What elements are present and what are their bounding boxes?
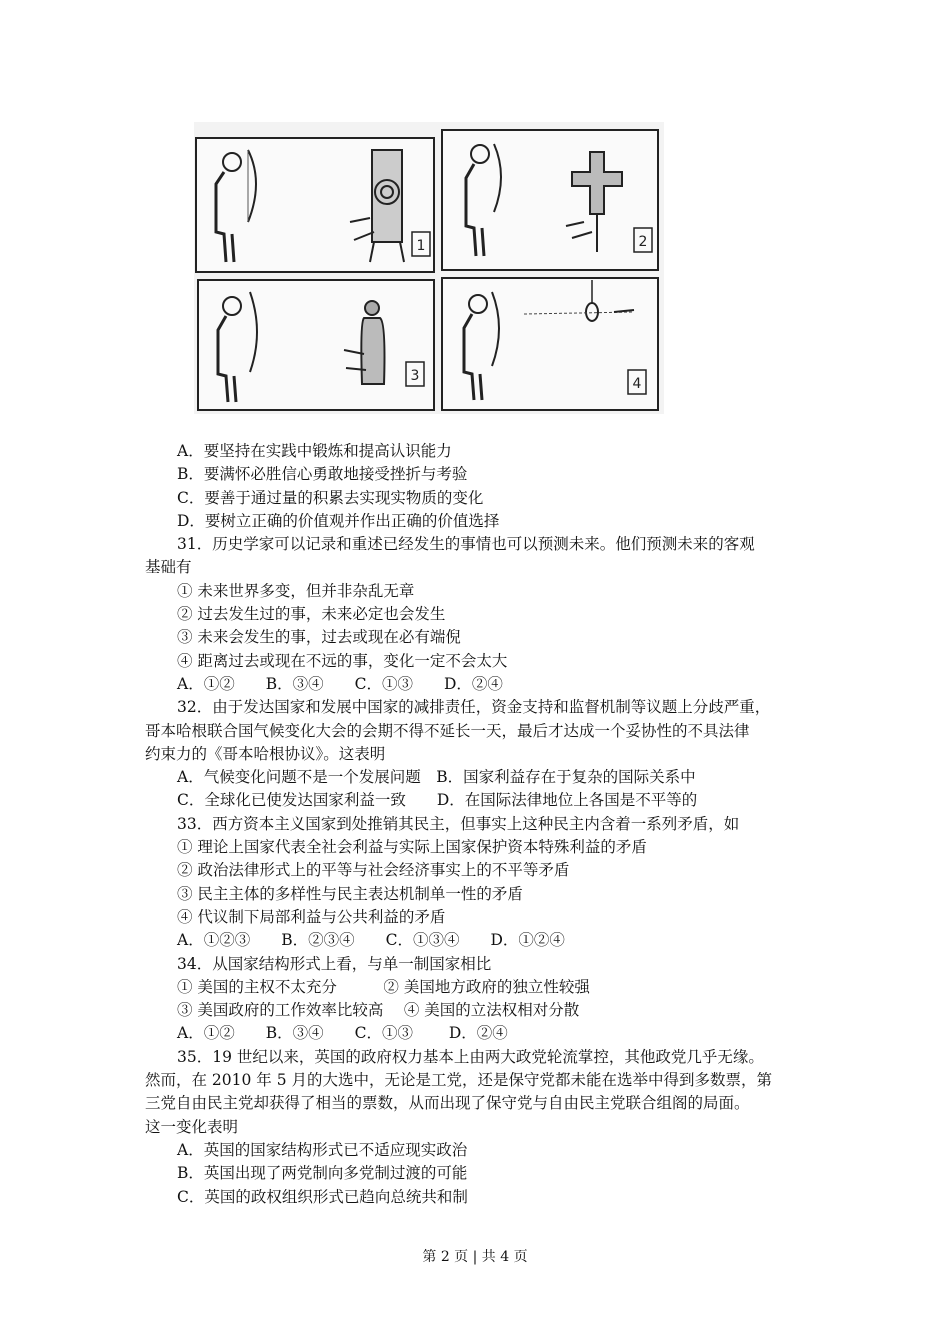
q35-stem-line-4: 这一变化表明 <box>145 1117 239 1136</box>
q30-option-b: B．要满怀必胜信心勇敢地接受挫折与考验 <box>177 465 468 484</box>
q34-stem: 34．从国家结构形式上看，与单一制国家相比 <box>177 954 492 973</box>
q31-item-3: ③ 未来会发生的事，过去或现在必有端倪 <box>177 628 461 647</box>
question-text-block <box>145 440 815 1209</box>
q33-item-2: ② 政治法律形式上的平等与社会经济事实上的不平等矛盾 <box>177 861 570 880</box>
q32-stem-line-3: 约束力的《哥本哈根协议》。这表明 <box>145 744 386 763</box>
q35-option-b: B．英国出现了两党制向多党制过渡的可能 <box>177 1164 468 1183</box>
q33-item-1: ① 理论上国家代表全社会利益与实际上国家保护资本特殊利益的矛盾 <box>177 838 647 857</box>
q31-item-2: ② 过去发生过的事，未来必定也会发生 <box>177 605 446 624</box>
q33-item-4: ④ 代议制下局部利益与公共利益的矛盾 <box>177 907 446 926</box>
q30-option-d: D．要树立正确的价值观并作出正确的价值选择 <box>177 511 500 530</box>
panel-1-label: 1 <box>416 238 426 254</box>
q31-item-1: ① 未来世界多变，但并非杂乱无章 <box>177 581 415 600</box>
q35-option-c: C．英国的政权组织形式已趋向总统共和制 <box>177 1187 468 1206</box>
q34-items-line-1: ① 美国的主权不太充分 ② 美国地方政府的独立性较强 <box>177 977 590 996</box>
panel-2-label: 2 <box>638 234 648 250</box>
q35-stem-line-3: 三党自由民主党却获得了相当的票数，从而出现了保守党与自由民主党联合组阁的局面。 <box>145 1094 750 1113</box>
q31-stem-line-1: 31．历史学家可以记录和重述已经发生的事情也可以预测未来。他们预测未来的客观 <box>177 535 755 554</box>
panel-3 <box>198 280 434 410</box>
q35-option-a: A．英国的国家结构形式已不适应现实政治 <box>177 1140 468 1159</box>
cartoon-figure <box>194 122 664 414</box>
q32-stem-line-1: 32．由于发达国家和发展中国家的减排责任，资金支持和监督机制等议题上分歧严重， <box>177 698 771 717</box>
q31-stem-line-2: 基础有 <box>145 558 192 577</box>
q30-option-c: C．要善于通过量的积累去实现实物质的变化 <box>177 488 484 507</box>
q35-stem-line-2: 然而，在 2010 年 5 月的大选中，无论是工党，还是保守党都未能在选举中得到多数票，第 <box>145 1071 773 1090</box>
q32-options-line-1: A．气候变化问题不是一个发展问题 B．国家利益存在于复杂的国际关系中 <box>177 768 696 787</box>
q31-item-4: ④ 距离过去或现在不远的事，变化一定不会太大 <box>177 651 508 670</box>
q33-item-3: ③ 民主主体的多样性与民主表达机制单一性的矛盾 <box>177 884 523 903</box>
q32-stem-line-2: 哥本哈根联合国气候变化大会的会期不得不延长一天，最后才达成一个妥协性的不具法律 <box>145 721 750 740</box>
q33-options: A．①②③ B．②③④ C．①③④ D．①②④ <box>177 931 565 950</box>
q30-option-a: A．要坚持在实践中锻炼和提高认识能力 <box>177 442 452 460</box>
panel-4-label: 4 <box>632 376 642 392</box>
q32-options-line-2: C．全球化已使发达国家利益一致 D．在国际法律地位上各国是不平等的 <box>177 791 698 810</box>
panel-2 <box>442 130 658 270</box>
panel-4 <box>442 278 658 410</box>
q35-stem-line-1: 35．19 世纪以来，英国的政府权力基本上由两大政党轮流掌控，其他政党几乎无缘。 <box>177 1047 764 1066</box>
q33-stem: 33．西方资本主义国家到处推销其民主，但事实上这种民主内含着一系列矛盾，如 <box>177 814 740 833</box>
panel-1 <box>196 138 434 272</box>
q34-options: A．①② B．③④ C．①③ D．②④ <box>177 1024 508 1043</box>
archery-cartoon <box>194 122 664 414</box>
page-footer: 第 2 页 | 共 4 页 <box>422 1249 528 1265</box>
q34-items-line-2: ③ 美国政府的工作效率比较高 ④ 美国的立法权相对分散 <box>177 1001 580 1020</box>
q31-options: A．①② B．③④ C．①③ D．②④ <box>177 674 503 693</box>
panel-3-label: 3 <box>410 368 420 384</box>
